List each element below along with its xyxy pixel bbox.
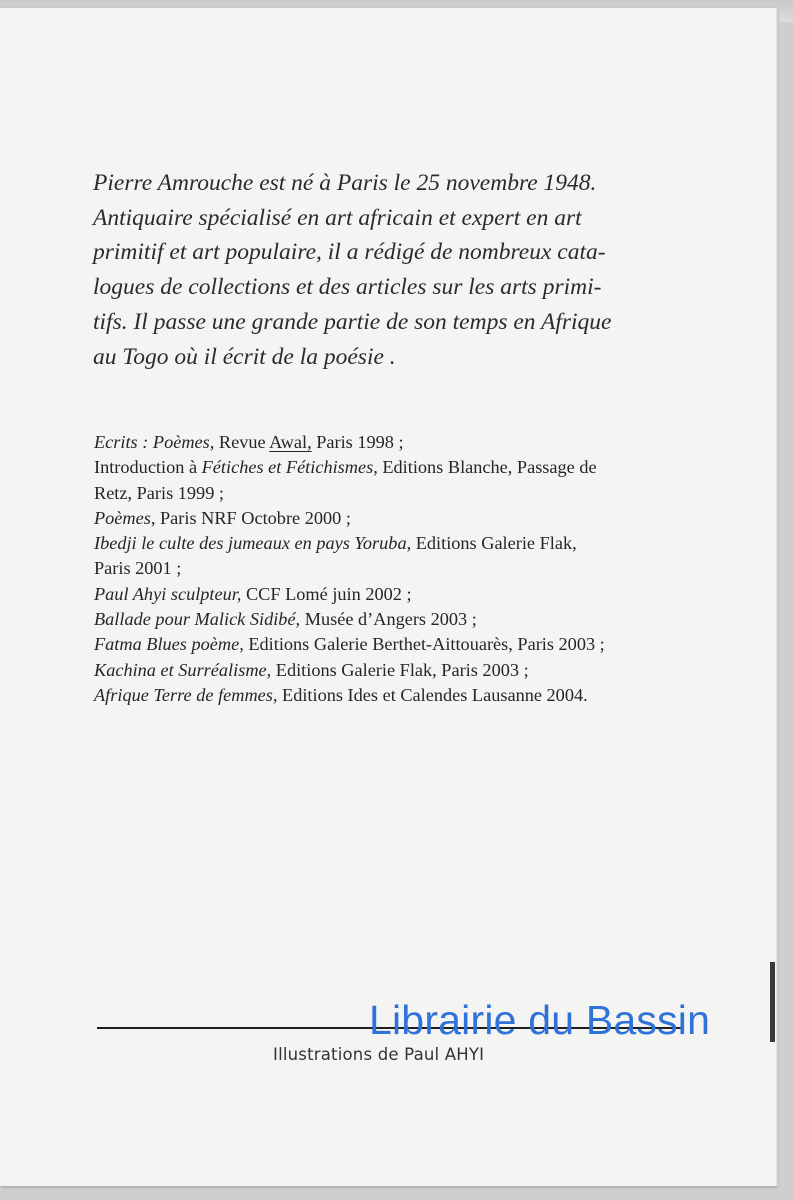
entry-text: , Revue [209, 432, 270, 452]
bibliography-entry-continuation: Paris 2001 ; [94, 558, 182, 579]
entry-underlined-title: Awal, [269, 432, 312, 452]
bibliography-entry [94, 430, 714, 455]
entry-text: Musée d’Angers 2003 ; [300, 609, 477, 630]
bibliography-entry-continuation: Retz, Paris 1999 ; [94, 482, 224, 503]
entry-text: Editions Galerie Berthet-Aittouarès, Paris 2003 ; [243, 634, 605, 655]
author-biography [93, 166, 709, 374]
entry-title: Afrique Terre de femmes, [94, 684, 278, 705]
entry-text: Paris 1998 ; [311, 432, 404, 452]
bibliography-entry [94, 455, 714, 480]
entry-title: Fétiches et Fétichismes [201, 457, 374, 478]
illustrations-credit: Illustrations de Paul AHYI [273, 1045, 485, 1064]
bibliography-entry [94, 531, 714, 556]
bio-line: Pierre Amrouche est né à Paris le 25 novembre 1948. [93, 170, 597, 196]
seller-watermark: Librairie du Bassin [369, 997, 711, 1043]
bio-line: primitif et art populaire, il a rédigé de nombreux cata- [93, 239, 606, 266]
bibliography-entry [94, 607, 714, 632]
entry-prefix: Introduction à [94, 457, 202, 478]
bio-line: Antiquaire spécialisé en art africain et expert en art [93, 204, 582, 231]
bibliography-entry [94, 582, 714, 607]
bibliography-entry [94, 658, 714, 683]
entry-text: CCF Lomé juin 2002 ; [241, 583, 412, 604]
entry-text: , Editions Galerie Flak, [406, 533, 577, 554]
entry-title: Kachina et Surréalisme, [94, 659, 272, 680]
entry-text: Editions Ides et Calendes Lausanne 2004. [277, 684, 588, 705]
bio-line: au Togo où il écrit de la poésie . [93, 343, 396, 370]
entry-text: Editions Galerie Flak, Paris 2003 ; [271, 659, 529, 680]
binding-mark [770, 962, 775, 1042]
entry-text: , Paris NRF Octobre 2000 ; [150, 507, 351, 528]
entry-title: Paul Ahyi sculpteur, [94, 583, 242, 604]
entry-title: Ecrits : Poèmes [94, 432, 210, 452]
bio-line: tifs. Il passe une grande partie de son temps en Afrique [93, 308, 612, 335]
bibliography-entry [94, 632, 714, 657]
entry-title: Ballade pour Malick Sidibé, [94, 609, 301, 630]
bibliography-list [94, 430, 714, 708]
entry-title: Ibedji le culte des jumeaux en pays Yoruba [94, 533, 407, 554]
bio-line: logues de collections et des articles sur les arts primi- [93, 274, 602, 301]
entry-title: Fatma Blues poème, [94, 634, 244, 655]
entry-text: , Editions Blanche, Passage de [373, 457, 597, 478]
bibliography-entry [94, 683, 714, 708]
page-edge [776, 8, 779, 1186]
bibliography-entry [94, 506, 714, 531]
entry-title: Poèmes [94, 507, 151, 528]
